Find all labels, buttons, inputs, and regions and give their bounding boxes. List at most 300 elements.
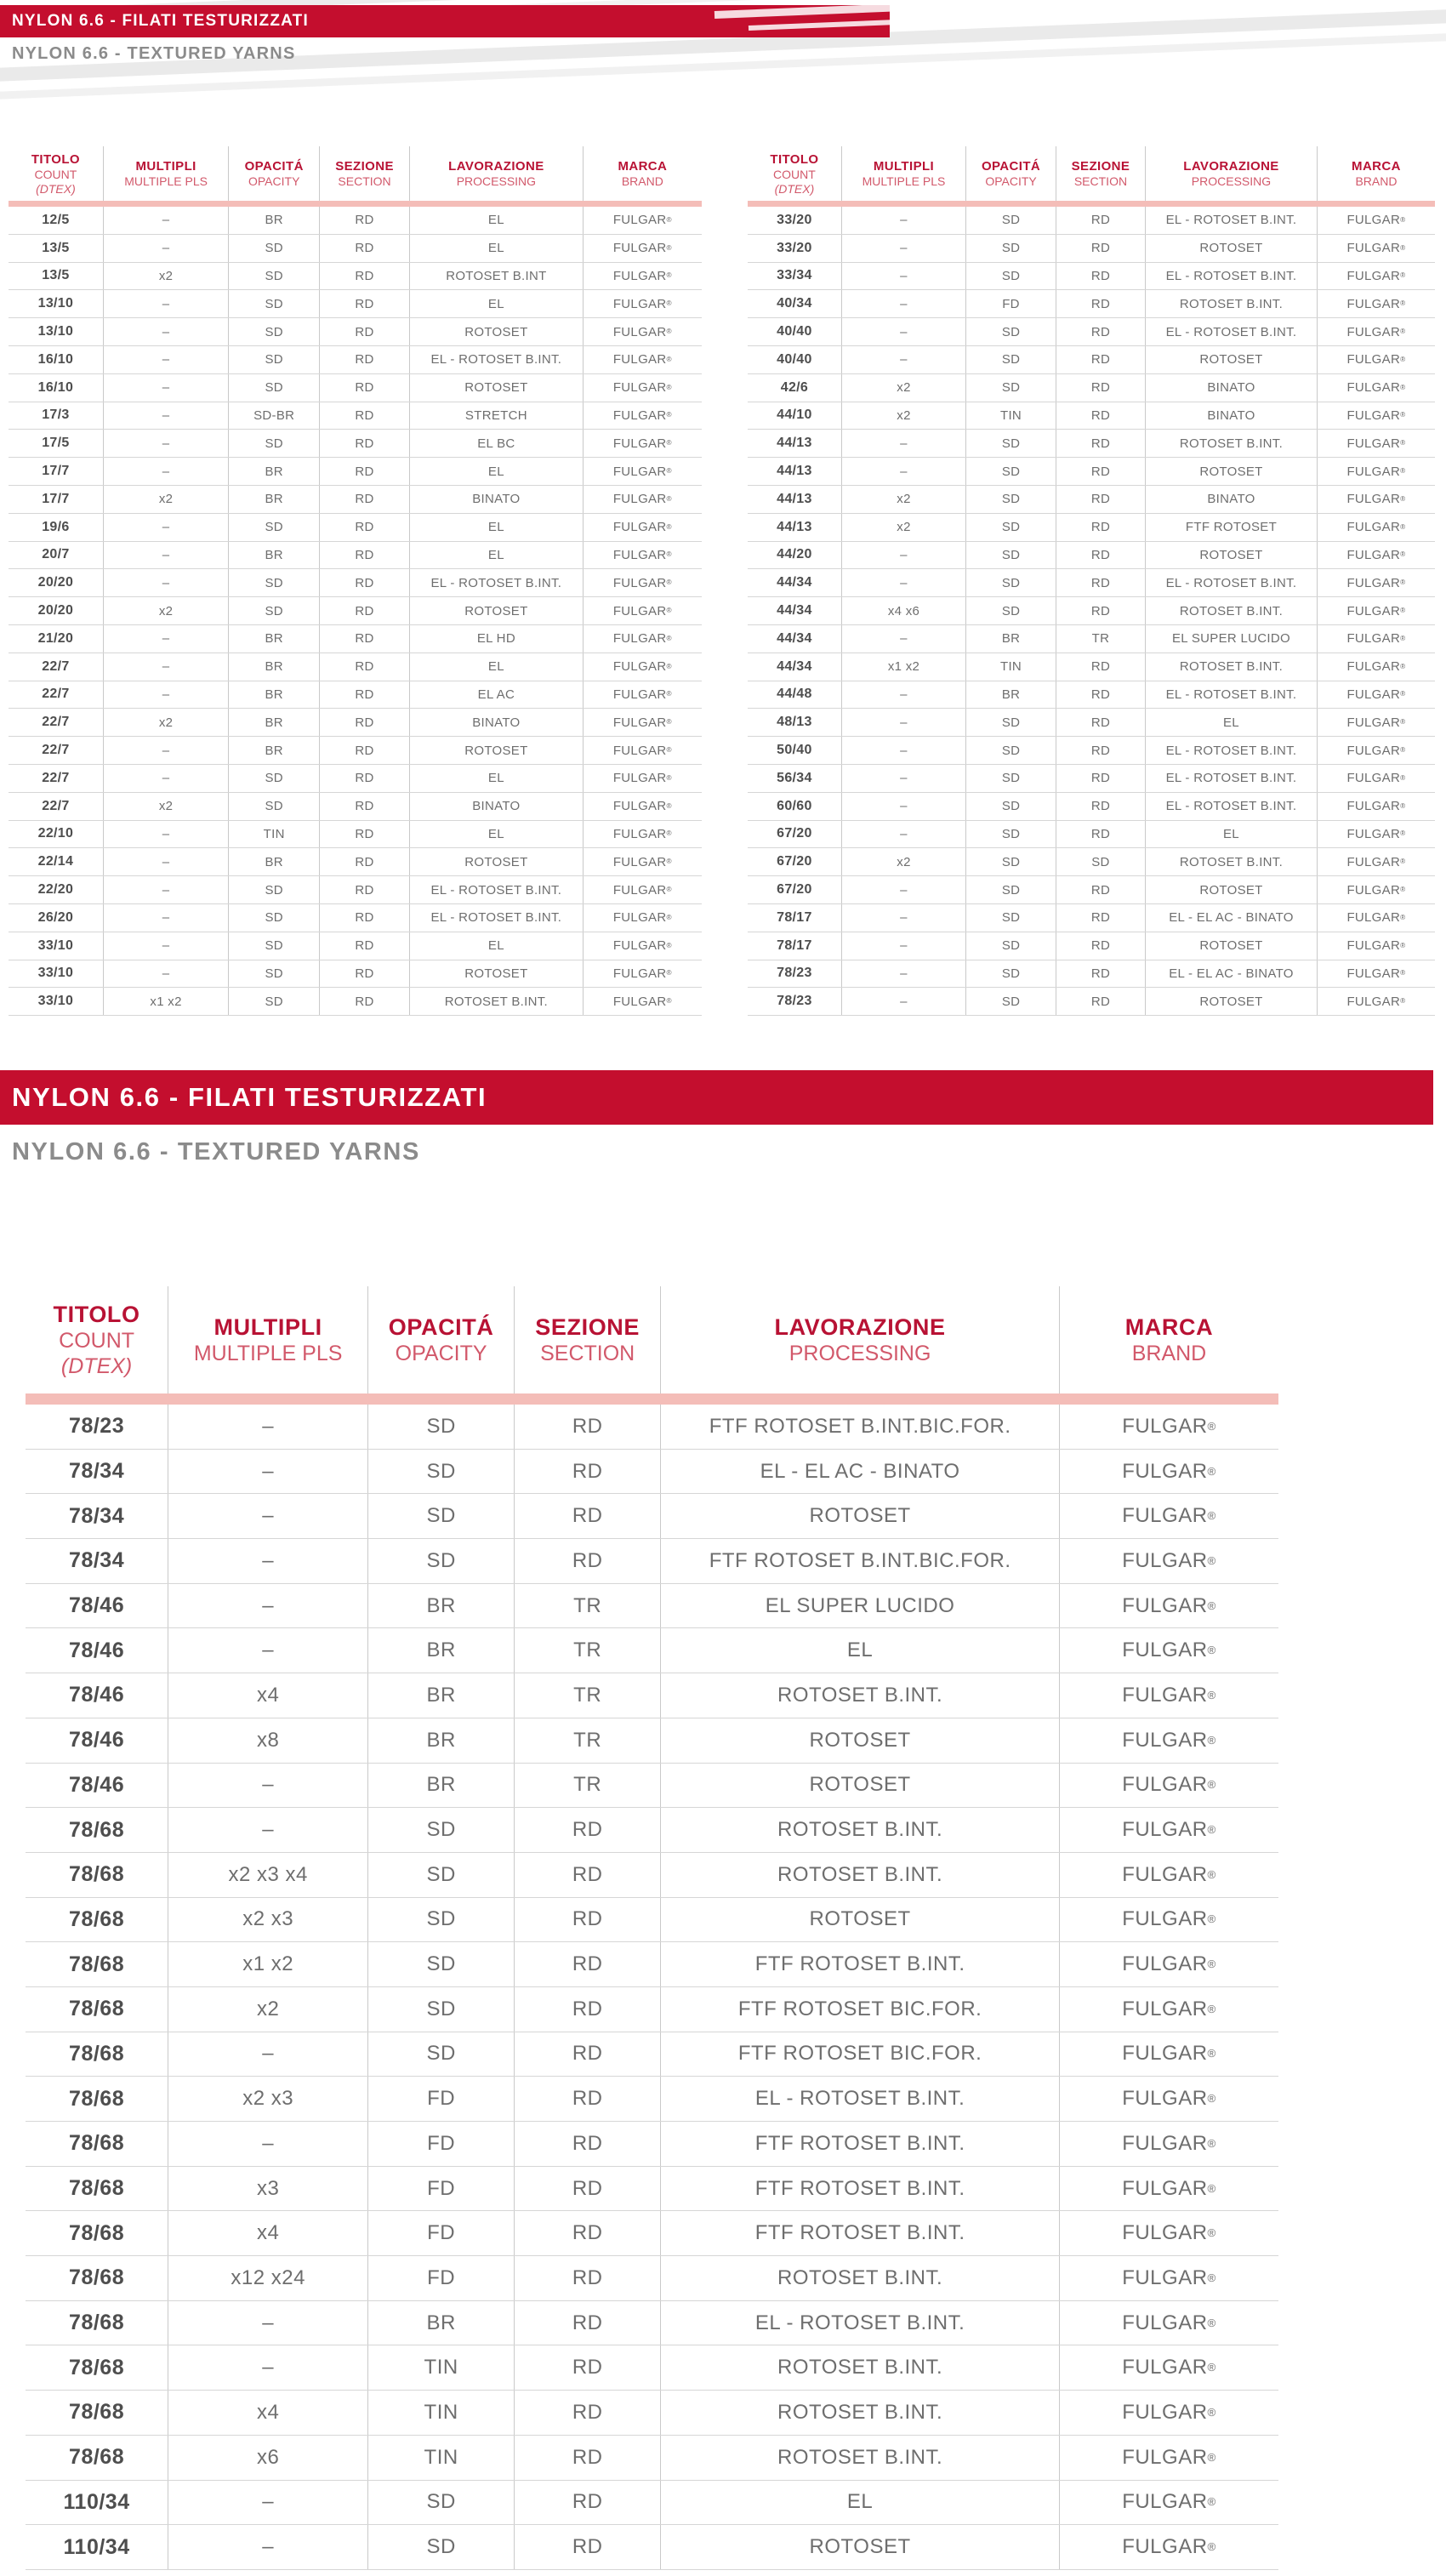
cell-sezione: RD: [514, 2345, 660, 2390]
cell-marca: FULGAR ®: [583, 848, 702, 875]
cell-marca: FULGAR ®: [1059, 2167, 1278, 2211]
table-row: [748, 709, 1435, 737]
cell-opacita: SD: [367, 1898, 514, 1942]
cell-lavorazione: BINATO: [409, 486, 583, 513]
cell-opacita: SD: [367, 1450, 514, 1494]
cell-marca: FULGAR ®: [583, 625, 702, 653]
table-row: [9, 681, 702, 710]
cell-sezione: RD: [319, 207, 409, 234]
cell-opacita: BR: [228, 486, 319, 513]
cell-multipli: –: [168, 1584, 367, 1628]
cell-opacita: SD: [965, 486, 1056, 513]
cell-opacita: SD: [228, 597, 319, 624]
cell-sezione: RD: [1056, 318, 1145, 345]
cell-opacita: SD: [367, 2525, 514, 2569]
cell-lavorazione: ROTOSET: [660, 1764, 1059, 1808]
cell-lavorazione: FTF ROTOSET B.INT.: [660, 2167, 1059, 2211]
cell-opacita: SD: [965, 988, 1056, 1015]
cell-opacita: SD: [228, 318, 319, 345]
cell-titolo: 33/10: [37, 938, 74, 953]
cell-multipli: –: [103, 374, 229, 402]
cell-marca: FULGAR ®: [1317, 904, 1435, 932]
cell-titolo: 16/10: [37, 351, 74, 367]
column-subtitle: PROCESSING: [456, 174, 537, 188]
section-banner-subtitle: NYLON 6.6 - TEXTURED YARNS: [12, 1138, 420, 1165]
cell-marca: FULGAR ®: [1059, 1987, 1278, 2032]
cell-marca: FULGAR ®: [1317, 876, 1435, 903]
cell-sezione: RD: [319, 904, 409, 932]
table-row: [26, 1584, 1278, 1629]
column-header-sezione: [1056, 146, 1145, 201]
column-header-titolo: [9, 146, 103, 201]
cell-opacita: BR: [228, 542, 319, 569]
cell-titolo: 78/68: [69, 2176, 125, 2201]
cell-sezione: RD: [1056, 458, 1145, 485]
cell-opacita: FD: [965, 290, 1056, 317]
cell-opacita: BR: [228, 653, 319, 681]
column-title: OPACITÁ: [981, 159, 1041, 174]
cell-opacita: SD-BR: [228, 402, 319, 430]
cell-marca: FULGAR ®: [1317, 765, 1435, 792]
cell-marca: FULGAR ®: [1059, 2032, 1278, 2077]
cell-marca: FULGAR ®: [1059, 1494, 1278, 1538]
cell-titolo: 13/10: [37, 296, 74, 311]
cell-sezione: RD: [319, 737, 409, 764]
cell-lavorazione: FTF ROTOSET BIC.FOR.: [660, 1987, 1059, 2032]
cell-marca: FULGAR ®: [1317, 374, 1435, 402]
cell-opacita: BR: [367, 1718, 514, 1763]
table-row: [9, 207, 702, 235]
cell-opacita: SD: [367, 1942, 514, 1986]
cell-marca: FULGAR ®: [583, 486, 702, 513]
cell-multipli: –: [841, 625, 965, 653]
cell-lavorazione: EL - ROTOSET B.INT.: [409, 346, 583, 373]
cell-sezione: RD: [1056, 569, 1145, 596]
cell-marca: FULGAR ®: [583, 904, 702, 932]
cell-multipli: –: [841, 569, 965, 596]
cell-titolo: 13/5: [42, 240, 70, 255]
cell-opacita: SD: [965, 263, 1056, 290]
cell-multipli: –: [103, 848, 229, 875]
column-header-titolo: [748, 146, 841, 201]
cell-sezione: RD: [319, 876, 409, 903]
cell-opacita: SD: [228, 290, 319, 317]
column-title: LAVORAZIONE: [448, 159, 544, 174]
cell-titolo: 67/20: [777, 882, 812, 898]
table-row: [748, 374, 1435, 402]
cell-sezione: RD: [514, 1405, 660, 1449]
cell-multipli: –: [841, 235, 965, 262]
cell-marca: FULGAR ®: [1059, 2256, 1278, 2300]
cell-sezione: RD: [319, 458, 409, 485]
table-row: [748, 207, 1435, 235]
cell-opacita: SD: [228, 765, 319, 792]
cell-opacita: SD: [367, 1405, 514, 1449]
cell-titolo: 44/13: [777, 491, 812, 506]
cell-multipli: –: [168, 1808, 367, 1852]
cell-marca: FULGAR ®: [1317, 737, 1435, 764]
cell-sezione: RD: [514, 2256, 660, 2300]
cell-sezione: RD: [514, 2301, 660, 2345]
cell-lavorazione: EL: [409, 932, 583, 960]
cell-titolo: 40/34: [777, 296, 812, 311]
cell-lavorazione: ROTOSET B.INT.: [1145, 597, 1317, 624]
cell-sezione: RD: [319, 430, 409, 457]
cell-opacita: BR: [367, 1764, 514, 1808]
cell-lavorazione: BINATO: [1145, 374, 1317, 402]
column-subtitle: MULTIPLE PLS: [193, 1341, 343, 1365]
cell-titolo: 78/46: [69, 1683, 125, 1707]
cell-opacita: SD: [965, 904, 1056, 932]
cell-opacita: BR: [367, 2301, 514, 2345]
cell-titolo: 17/7: [42, 491, 70, 506]
cell-sezione: RD: [514, 2167, 660, 2211]
cell-titolo: 44/48: [777, 687, 812, 702]
cell-marca: FULGAR ®: [583, 542, 702, 569]
cell-titolo: 33/20: [777, 240, 812, 255]
column-note: (DTEX): [36, 181, 76, 196]
cell-sezione: RD: [1056, 597, 1145, 624]
cell-marca: FULGAR ®: [1317, 597, 1435, 624]
table-row: [9, 430, 702, 458]
cell-opacita: SD: [965, 430, 1056, 457]
cell-lavorazione: ROTOSET B.INT.: [1145, 653, 1317, 681]
cell-titolo: 67/20: [777, 826, 812, 841]
cell-sezione: TR: [514, 1628, 660, 1673]
cell-opacita: SD: [965, 569, 1056, 596]
cell-multipli: –: [841, 290, 965, 317]
cell-marca: FULGAR ®: [583, 207, 702, 234]
cell-lavorazione: EL: [660, 1628, 1059, 1673]
cell-sezione: RD: [319, 932, 409, 960]
table-row: [748, 904, 1435, 932]
cell-multipli: –: [168, 1628, 367, 1673]
cell-opacita: BR: [228, 681, 319, 709]
cell-opacita: SD: [228, 346, 319, 373]
cell-lavorazione: ROTOSET B.INT.: [409, 988, 583, 1015]
cell-titolo: 22/14: [37, 854, 74, 869]
column-title: MULTIPLI: [135, 159, 196, 174]
cell-sezione: TR: [514, 1718, 660, 1763]
cell-titolo: 44/34: [777, 603, 812, 618]
cell-opacita: SD: [965, 207, 1056, 234]
table-body: [748, 207, 1435, 1016]
cell-titolo: 16/10: [37, 379, 74, 395]
cell-lavorazione: ROTOSET: [409, 960, 583, 988]
column-header-multipli: [168, 1286, 367, 1393]
cell-marca: FULGAR ®: [1059, 2211, 1278, 2255]
cell-sezione: RD: [319, 821, 409, 848]
table-row: [26, 2032, 1278, 2077]
cell-marca: FULGAR ®: [583, 569, 702, 596]
cell-lavorazione: EL: [409, 765, 583, 792]
cell-multipli: –: [103, 235, 229, 262]
cell-titolo: 78/23: [777, 966, 812, 981]
cell-opacita: TIN: [367, 2391, 514, 2435]
cell-marca: FULGAR ®: [583, 765, 702, 792]
cell-lavorazione: ROTOSET: [409, 374, 583, 402]
cell-marca: FULGAR ®: [1059, 2077, 1278, 2121]
column-header-lavorazione: [660, 1286, 1059, 1393]
cell-sezione: RD: [1056, 960, 1145, 988]
cell-lavorazione: EL SUPER LUCIDO: [660, 1584, 1059, 1628]
cell-opacita: TIN: [228, 821, 319, 848]
table-row: [9, 876, 702, 904]
cell-opacita: SD: [367, 1987, 514, 2032]
column-header-opacita: [367, 1286, 514, 1393]
cell-marca: FULGAR ®: [1317, 569, 1435, 596]
cell-lavorazione: EL SUPER LUCIDO: [1145, 625, 1317, 653]
cell-lavorazione: EL AC: [409, 681, 583, 709]
column-subtitle: SECTION: [1073, 174, 1128, 188]
cell-sezione: RD: [319, 597, 409, 624]
cell-marca: FULGAR ®: [1317, 486, 1435, 513]
cell-multipli: –: [841, 737, 965, 764]
column-title: TITOLO: [31, 151, 80, 167]
cell-marca: FULGAR ®: [583, 681, 702, 709]
cell-titolo: 78/46: [69, 1772, 125, 1797]
table-row: [26, 1987, 1278, 2032]
cell-lavorazione: EL - ROTOSET B.INT.: [409, 569, 583, 596]
cell-multipli: –: [841, 207, 965, 234]
cell-opacita: SD: [965, 737, 1056, 764]
cell-opacita: BR: [228, 458, 319, 485]
table-row: [748, 597, 1435, 625]
cell-sezione: RD: [1056, 235, 1145, 262]
cell-multipli: –: [103, 821, 229, 848]
table-row: [26, 1628, 1278, 1673]
table-row: [26, 2436, 1278, 2481]
cell-marca: FULGAR ®: [1317, 430, 1435, 457]
cell-titolo: 26/20: [37, 909, 74, 925]
cell-opacita: SD: [965, 318, 1056, 345]
cell-multipli: x2: [841, 514, 965, 541]
column-note: (DTEX): [60, 1354, 133, 1378]
column-subtitle: SECTION: [540, 1341, 635, 1365]
cell-titolo: 44/13: [777, 436, 812, 451]
cell-sezione: RD: [1056, 988, 1145, 1015]
table-row: [26, 1450, 1278, 1495]
table-row: [748, 486, 1435, 514]
cell-titolo: 48/13: [777, 715, 812, 730]
cell-multipli: –: [103, 876, 229, 903]
cell-multipli: x2 x3: [168, 2077, 367, 2121]
cell-sezione: RD: [514, 2211, 660, 2255]
cell-multipli: –: [103, 904, 229, 932]
cell-multipli: –: [841, 988, 965, 1015]
cell-lavorazione: EL: [409, 458, 583, 485]
cell-lavorazione: EL - EL AC - BINATO: [1145, 960, 1317, 988]
column-title: MARCA: [618, 159, 668, 174]
cell-sezione: RD: [514, 1898, 660, 1942]
cell-sezione: RD: [319, 848, 409, 875]
cell-lavorazione: ROTOSET: [1145, 235, 1317, 262]
cell-opacita: SD: [228, 793, 319, 820]
cell-titolo: 44/13: [777, 519, 812, 534]
cell-titolo: 42/6: [780, 379, 809, 395]
cell-marca: FULGAR ®: [1317, 207, 1435, 234]
cell-multipli: x2: [103, 486, 229, 513]
cell-sezione: RD: [1056, 709, 1145, 736]
cell-marca: FULGAR ®: [1317, 235, 1435, 262]
table-header: [748, 146, 1435, 201]
cell-sezione: RD: [319, 514, 409, 541]
table-row: [9, 542, 702, 570]
cell-sezione: SD: [1056, 848, 1145, 875]
column-title: MARCA: [1352, 159, 1401, 174]
table-row: [9, 793, 702, 821]
cell-multipli: x4: [168, 2391, 367, 2435]
column-header-sezione: [514, 1286, 660, 1393]
table-row: [26, 2167, 1278, 2212]
cell-lavorazione: ROTOSET: [1145, 988, 1317, 1015]
table-row: [26, 2481, 1278, 2526]
cell-marca: FULGAR ®: [1317, 681, 1435, 709]
cell-opacita: BR: [965, 681, 1056, 709]
cell-lavorazione: ROTOSET B.INT.: [660, 1673, 1059, 1718]
column-header-lavorazione: [1145, 146, 1317, 201]
cell-opacita: SD: [965, 876, 1056, 903]
column-subtitle: BRAND: [1131, 1341, 1207, 1365]
section-banner: [0, 1070, 1433, 1125]
cell-marca: FULGAR ®: [1317, 709, 1435, 736]
table-row: [9, 486, 702, 514]
cell-multipli: –: [841, 709, 965, 736]
cell-lavorazione: FTF ROTOSET B.INT.BIC.FOR.: [660, 1405, 1059, 1449]
cell-opacita: SD: [228, 876, 319, 903]
cell-multipli: –: [103, 318, 229, 345]
cell-lavorazione: EL: [409, 821, 583, 848]
cell-marca: FULGAR ®: [1317, 988, 1435, 1015]
cell-lavorazione: ROTOSET: [660, 1898, 1059, 1942]
cell-marca: FULGAR ®: [1317, 290, 1435, 317]
cell-marca: FULGAR ®: [583, 263, 702, 290]
cell-marca: FULGAR ®: [583, 374, 702, 402]
column-title: OPACITÁ: [244, 159, 304, 174]
cell-multipli: x8: [168, 1718, 367, 1763]
column-subtitle: OPACITY: [248, 174, 300, 188]
cell-lavorazione: ROTOSET B.INT.: [660, 1853, 1059, 1897]
cell-titolo: 17/7: [42, 464, 70, 479]
cell-titolo: 78/68: [69, 2445, 125, 2470]
cell-sezione: RD: [1056, 793, 1145, 820]
table-body: [9, 207, 702, 1016]
cell-titolo: 40/40: [777, 351, 812, 367]
cell-marca: FULGAR ®: [1317, 402, 1435, 430]
cell-sezione: RD: [1056, 207, 1145, 234]
table-row: [26, 1673, 1278, 1718]
table-row: [9, 458, 702, 486]
cell-lavorazione: FTF ROTOSET B.INT.: [660, 2211, 1059, 2255]
table-row: [9, 290, 702, 318]
cell-sezione: RD: [514, 1853, 660, 1897]
table-row: [748, 988, 1435, 1016]
cell-marca: FULGAR ®: [583, 290, 702, 317]
cell-multipli: –: [841, 318, 965, 345]
cell-opacita: SD: [367, 2481, 514, 2525]
cell-multipli: x1 x2: [168, 1942, 367, 1986]
table-row: [9, 709, 702, 737]
cell-opacita: TIN: [367, 2436, 514, 2480]
cell-lavorazione: ROTOSET B.INT.: [660, 1808, 1059, 1852]
column-title: LAVORAZIONE: [774, 1314, 946, 1340]
cell-lavorazione: ROTOSET: [409, 318, 583, 345]
cell-lavorazione: EL: [409, 514, 583, 541]
cell-multipli: –: [841, 458, 965, 485]
table-row: [748, 263, 1435, 291]
cell-marca: FULGAR ®: [1317, 542, 1435, 569]
cell-titolo: 78/46: [69, 1593, 125, 1618]
cell-lavorazione: STRETCH: [409, 402, 583, 430]
cell-multipli: x12 x24: [168, 2256, 367, 2300]
cell-lavorazione: EL - ROTOSET B.INT.: [1145, 737, 1317, 764]
cell-lavorazione: ROTOSET B.INT.: [1145, 848, 1317, 875]
cell-sezione: RD: [319, 486, 409, 513]
cell-opacita: SD: [367, 1539, 514, 1583]
table-row: [748, 821, 1435, 849]
cell-marca: FULGAR ®: [1059, 1942, 1278, 1986]
yarn-table-top-right: [748, 146, 1435, 1016]
cell-opacita: BR: [367, 1673, 514, 1718]
cell-opacita: SD: [965, 597, 1056, 624]
cell-multipli: –: [103, 290, 229, 317]
cell-opacita: FD: [367, 2211, 514, 2255]
cell-lavorazione: EL - ROTOSET B.INT.: [1145, 793, 1317, 820]
cell-multipli: x2 x3: [168, 1898, 367, 1942]
cell-marca: FULGAR ®: [1059, 1628, 1278, 1673]
cell-opacita: FD: [367, 2167, 514, 2211]
cell-opacita: SD: [367, 2032, 514, 2077]
cell-sezione: RD: [514, 2436, 660, 2480]
cell-sezione: RD: [514, 1808, 660, 1852]
cell-lavorazione: BINATO: [409, 793, 583, 820]
cell-sezione: RD: [1056, 765, 1145, 792]
cell-opacita: SD: [228, 263, 319, 290]
top-banner-subtitle: NYLON 6.6 - TEXTURED YARNS: [12, 44, 296, 63]
section-banner-title: NYLON 6.6 - FILATI TESTURIZZATI: [12, 1082, 487, 1112]
cell-sezione: RD: [1056, 486, 1145, 513]
cell-multipli: x6: [168, 2436, 367, 2480]
cell-titolo: 44/34: [777, 658, 812, 674]
cell-opacita: BR: [228, 737, 319, 764]
cell-lavorazione: EL: [1145, 821, 1317, 848]
cell-lavorazione: ROTOSET: [660, 1494, 1059, 1538]
table-row: [748, 290, 1435, 318]
column-title: MULTIPLI: [873, 159, 935, 174]
cell-multipli: –: [841, 821, 965, 848]
table-row: [26, 1494, 1278, 1539]
table-row: [748, 848, 1435, 876]
cell-marca: FULGAR ®: [1059, 2122, 1278, 2166]
cell-lavorazione: FTF ROTOSET BIC.FOR.: [660, 2032, 1059, 2077]
cell-multipli: –: [103, 430, 229, 457]
cell-marca: FULGAR ®: [583, 988, 702, 1015]
cell-marca: FULGAR ®: [1317, 318, 1435, 345]
cell-lavorazione: ROTOSET: [1145, 932, 1317, 960]
cell-titolo: 22/7: [42, 770, 70, 785]
cell-titolo: 44/10: [777, 407, 812, 423]
cell-titolo: 78/34: [69, 1459, 125, 1484]
cell-marca: FULGAR ®: [1059, 1853, 1278, 1897]
cell-titolo: 67/20: [777, 854, 812, 869]
cell-marca: FULGAR ®: [1059, 2391, 1278, 2435]
cell-titolo: 78/68: [69, 2400, 125, 2425]
cell-titolo: 12/5: [42, 212, 70, 227]
cell-marca: FULGAR ®: [1317, 458, 1435, 485]
cell-sezione: RD: [319, 709, 409, 736]
cell-sezione: RD: [1056, 290, 1145, 317]
cell-marca: FULGAR ®: [583, 876, 702, 903]
